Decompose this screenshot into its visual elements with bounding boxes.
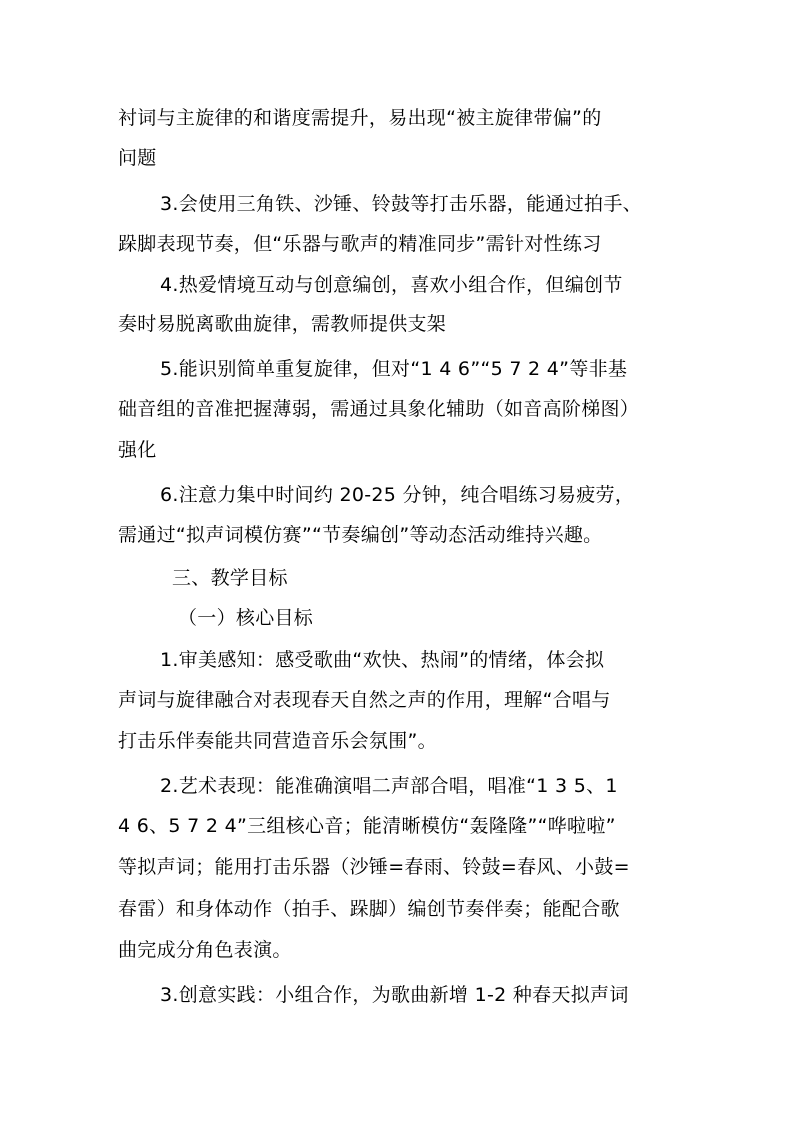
text-line-16: 打击乐伴奏能共同营造音乐会氛围”。 — [118, 730, 437, 752]
text-line-11: 需通过“拟声词模仿赛”“节奏编创”等动态活动维持兴趣。 — [118, 524, 603, 546]
text-line-21: 曲完成分角色表演。 — [118, 939, 292, 961]
text-line-14: 1.审美感知：感受歌曲“欢快、热闹”的情绪，体会拟 — [160, 649, 605, 671]
text-line-22: 3.创意实践：小组合作，为歌曲新增 1-2 种春天拟声词 — [160, 984, 629, 1006]
text-line-3: 3.会使用三角铁、沙锤、铃鼓等打击乐器，能通过拍手、 — [160, 193, 642, 215]
text-line-15: 声词与旋律融合对表现春天自然之声的作用，理解“合唱与 — [118, 689, 611, 711]
text-line-1: 衬词与主旋律的和谐度需提升，易出现“被主旋律带偏”的 — [118, 107, 602, 129]
subsection-heading: （一）核心目标 — [178, 607, 314, 629]
text-line-2: 问题 — [118, 147, 157, 169]
text-line-4: 跺脚表现节奏，但“乐器与歌声的精准同步”需针对性练习 — [118, 233, 602, 255]
text-line-9: 强化 — [118, 439, 157, 461]
text-line-7: 5.能识别简单重复旋律，但对“1 4 6”“5 7 2 4”等非基 — [160, 358, 628, 380]
text-line-19: 等拟声词；能用打击乐器（沙锤=春雨、铃鼓=春风、小鼓= — [118, 856, 630, 878]
text-line-10: 6.注意力集中时间约 20-25 分钟，纯合唱练习易疲劳， — [160, 484, 635, 506]
text-line-18: 4 6、5 7 2 4”三组核心音；能清晰模仿“轰隆隆”“哗啦啦” — [118, 815, 616, 837]
section-heading: 三、教学目标 — [172, 567, 288, 589]
text-line-6: 奏时易脱离歌曲旋律，需教师提供支架 — [118, 313, 447, 335]
text-line-17: 2.艺术表现：能准确演唱二声部合唱，唱准“1 3 5、1 — [160, 775, 618, 797]
text-line-8: 础音组的音准把握薄弱，需通过具象化辅助（如音高阶梯图） — [118, 398, 640, 420]
text-line-20: 春雷）和身体动作（拍手、跺脚）编创节奏伴奏；能配合歌 — [118, 898, 620, 920]
text-line-5: 4.热爱情境互动与创意编创，喜欢小组合作，但编创节 — [160, 274, 623, 296]
